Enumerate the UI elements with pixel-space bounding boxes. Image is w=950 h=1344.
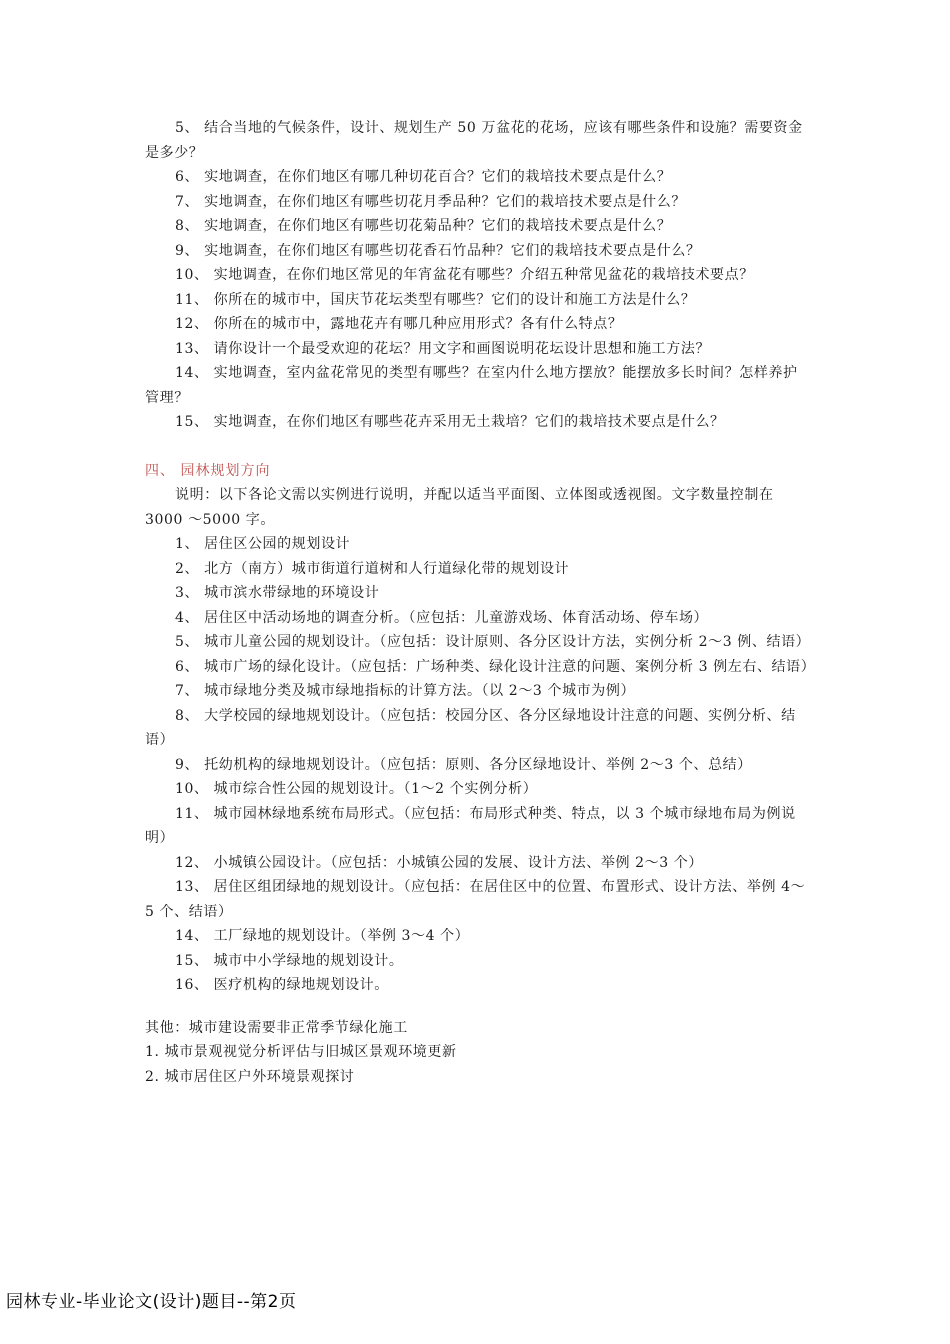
- other-heading: 其他：城市建设需要非正常季节绿化施工: [145, 1019, 408, 1036]
- page-footer: 园林专业-毕业论文(设计)题目--第2页: [6, 1292, 297, 1312]
- list-item: 14、 工厂绿地的规划设计。（举例 3～4 个）: [175, 928, 470, 944]
- list-item: 12、 小城镇公园设计。（应包括：小城镇公园的发展、设计方法、举例 2～3 个）: [175, 854, 703, 871]
- list-item: 9、 实地调查，在你们地区有哪些切花香石竹品种？它们的栽培技术要点是什么？: [175, 242, 701, 259]
- list-item: 16、 医疗机构的绿地规划设计。: [175, 977, 389, 993]
- topic-list: [145, 532, 816, 998]
- list-item: 2. 城市居住区户外环境景观探讨: [145, 1068, 355, 1085]
- list-item: 15、 实地调查，在你们地区有哪些花卉采用无土栽培？它们的栽培技术要点是什么？: [175, 414, 725, 430]
- list-item: 2、 北方（南方）城市街道行道树和人行道绿化带的规划设计: [175, 560, 570, 577]
- list-item: 11、 你所在的城市中，国庆节花坛类型有哪些？它们的设计和施工方法是什么？: [175, 291, 696, 308]
- list-item: 4、 居住区中活动场地的调查分析。（应包括：儿童游戏场、体育活动场、停车场）: [175, 609, 709, 626]
- list-item: 12、 你所在的城市中，露地花卉有哪几种应用形式？各有什么特点？: [175, 316, 623, 332]
- list-item: 10、 实地调查，在你们地区常见的年宵盆花有哪些？介绍五种常见盆花的栽培技术要点？: [175, 267, 754, 283]
- list-item: 5、 结合当地的气候条件，设计、规划生产 50 万盆花的花场，应该有哪些条件和设施？需要资金是多少？: [145, 120, 803, 161]
- list-item: 7、 实地调查，在你们地区有哪些切花月季品种？它们的栽培技术要点是什么？: [175, 193, 686, 210]
- list-item: 8、 实地调查，在你们地区有哪些切花菊品种？它们的栽培技术要点是什么？: [175, 218, 672, 234]
- list-item: 15、 城市中小学绿地的规划设计。: [175, 952, 404, 969]
- list-item: 8、 大学校园的绿地规划设计。（应包括：校园分区、各分区绿地设计注意的问题、实例分析、结语）: [145, 707, 796, 748]
- page-content: [145, 116, 816, 1089]
- list-item: 3、 城市滨水带绿地的环境设计: [175, 585, 380, 601]
- list-item: 9、 托幼机构的绿地规划设计。（应包括：原则、各分区绿地设计、举例 2～3 个、总结）: [175, 756, 752, 773]
- list-item: 13、 居住区组团绿地的规划设计。（应包括：在居住区中的位置、布置形式、设计方法、举例 4～5 个、结语）: [145, 879, 806, 920]
- list-item: 5、 城市儿童公园的规划设计。（应包括：设计原则、各分区设计方法，实例分析 2～3 例、结语）: [175, 634, 811, 650]
- list-item: 14、 实地调查，室内盆花常见的类型有哪些？在室内什么地方摆放？能摆放多长时间？怎样养护管理？: [145, 365, 798, 406]
- list-item: 10、 城市综合性公园的规划设计。（1～2 个实例分析）: [175, 781, 538, 797]
- list-item: 6、 实地调查，在你们地区有哪几种切花百合？它们的栽培技术要点是什么？: [175, 169, 672, 185]
- list-item: 6、 城市广场的绿化设计。（应包括：广场种类、绿化设计注意的问题、案例分析 3 例左右、结语）: [175, 658, 816, 675]
- question-list-part1: [145, 116, 810, 435]
- list-item: 1. 城市景观视觉分析评估与旧城区景观环境更新: [145, 1044, 457, 1060]
- list-item: 11、 城市园林绿地系统布局形式。（应包括：布局形式种类、特点，以 3 个城市绿地布局为例说明）: [145, 805, 796, 846]
- section-heading: 四、 园林规划方向: [145, 462, 271, 479]
- section-note: 说明：以下各论文需以实例进行说明，并配以适当平面图、立体图或透视图。文字数量控制在 3000 ～5000 字。: [145, 487, 774, 528]
- list-item: 1、 居住区公园的规划设计: [175, 536, 351, 552]
- list-item: 13、 请你设计一个最受欢迎的花坛？用文字和画图说明花坛设计思想和施工方法？: [175, 340, 711, 357]
- list-item: 7、 城市绿地分类及城市绿地指标的计算方法。（以 2～3 个城市为例）: [175, 683, 636, 699]
